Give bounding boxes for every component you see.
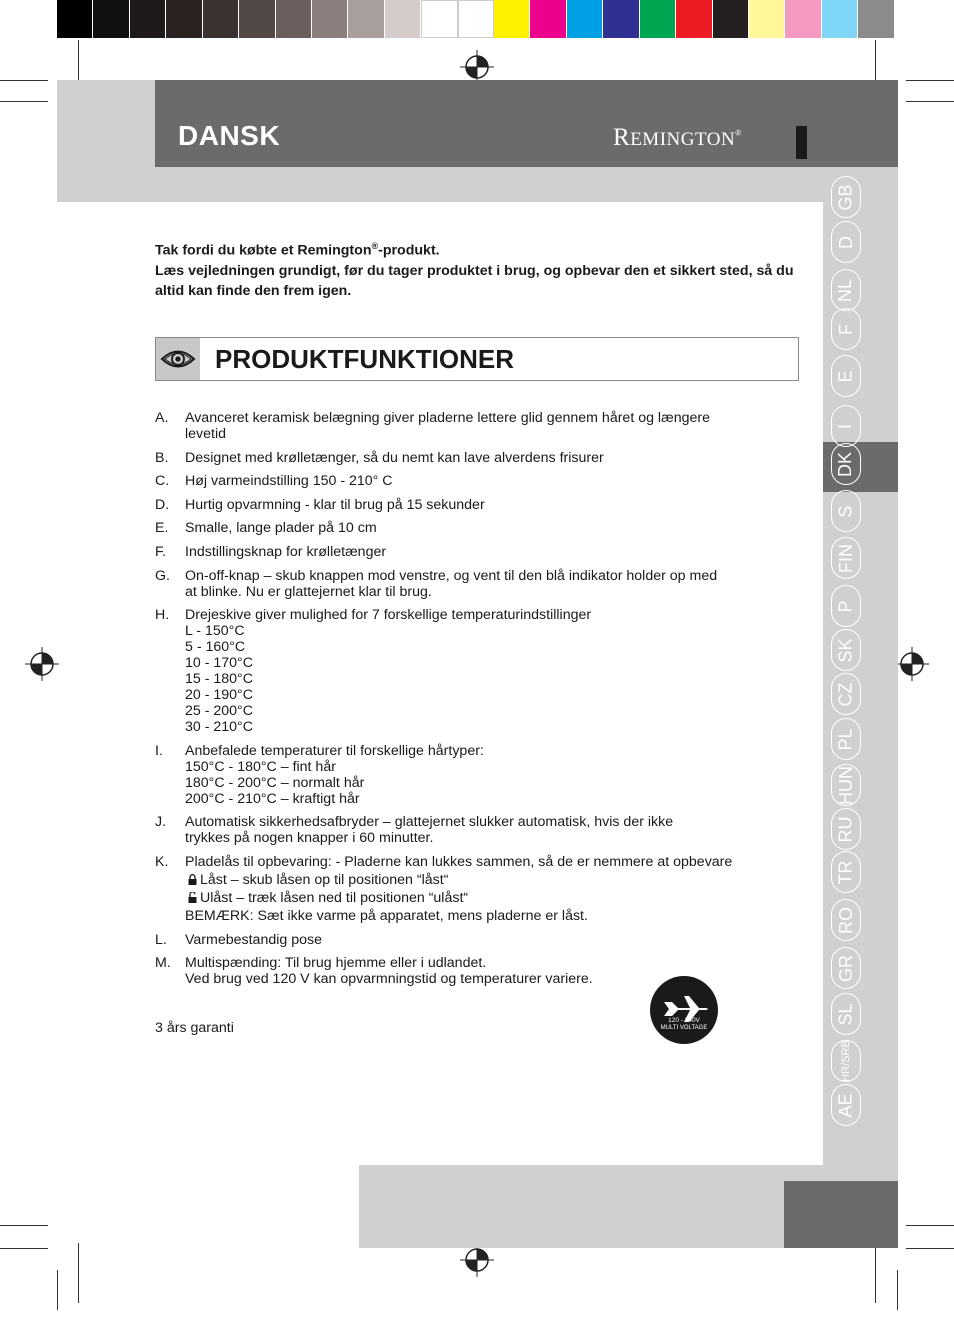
color-swatch [822, 0, 858, 38]
language-tab-ro [831, 899, 861, 941]
feature-text: 200°C - 210°C – kraftigt hår [185, 790, 360, 807]
feature-text: levetid [185, 426, 227, 442]
language-code: RU [835, 816, 856, 842]
crop-mark [906, 1225, 954, 1226]
language-tab-s [831, 490, 861, 532]
registration-target-icon [460, 1243, 494, 1277]
language-code: F [835, 323, 856, 335]
language-code: CZ [835, 682, 856, 706]
feature-letter: C. [155, 473, 170, 490]
crop-mark [906, 80, 954, 81]
language-tab-cz [831, 673, 861, 715]
language-code: GR [835, 954, 856, 982]
multi-voltage-label: MULTI VOLTAGE [660, 1025, 708, 1031]
language-code: FIN [835, 543, 856, 573]
feature-letter: E. [155, 520, 169, 537]
feature-text: 5 - 160°C [185, 639, 246, 656]
feature-item [155, 544, 795, 560]
crop-mark [897, 1270, 898, 1310]
brand-bar [796, 126, 807, 159]
feature-text: Avanceret keramisk belægning giver pladerne lettere glid gennem håret og længere [185, 410, 710, 426]
color-swatch [348, 0, 384, 38]
feature-letter: K. [155, 853, 169, 870]
language-tab-p [831, 585, 861, 627]
language-code: SL [835, 1002, 856, 1026]
color-swatch [640, 0, 676, 38]
feature-item [155, 497, 795, 513]
language-tab-sk [831, 629, 861, 671]
feature-letter: M. [155, 955, 171, 972]
lock-line-text: Låst – skub låsen op til positionen “låst“ [200, 871, 449, 888]
lock-line [185, 872, 795, 888]
feature-text: 15 - 180°C [185, 671, 253, 688]
crop-mark [906, 101, 954, 102]
registered-mark: ® [371, 241, 379, 251]
feature-text: Indstillingsknap for krølletænger [185, 543, 387, 560]
feature-item [155, 568, 795, 600]
airplane-icon [650, 976, 718, 1044]
language-tab-hun [831, 764, 861, 806]
feature-text: Automatisk sikkerhedsafbryder – glattejernet slukker automatisk, hvis der ikke [185, 814, 674, 831]
language-code: SK [835, 637, 856, 663]
intro-thanks-text: Tak fordi du købte et Remington [155, 242, 372, 259]
crop-mark [57, 1270, 58, 1310]
feature-item [155, 520, 795, 536]
color-calibration-bar [57, 0, 895, 38]
lock-line [185, 890, 795, 906]
color-swatch [676, 0, 712, 38]
feature-letter: F. [155, 543, 167, 560]
language-code: I [835, 423, 856, 429]
feature-letter: L. [155, 931, 167, 948]
feature-item [155, 932, 795, 948]
language-code: RO [835, 906, 856, 934]
language-tab-dk [831, 443, 861, 485]
language-tab-gr [831, 947, 861, 989]
feature-text: 10 - 170°C [185, 655, 253, 672]
language-code: AE [835, 1092, 856, 1118]
color-swatch [494, 0, 530, 38]
multi-voltage-badge [650, 976, 718, 1044]
color-swatch [530, 0, 566, 38]
feature-text: Pladelås til opbevaring: - Pladerne kan lukkes sammen, så de er nemmere at opbevare [185, 853, 733, 870]
feature-note: BEMÆRK: Sæt ikke varme på apparatet, mens pladerne er låst. [185, 907, 588, 924]
language-tab-f [831, 308, 861, 350]
feature-letter: J. [155, 814, 167, 831]
language-tab-i [831, 405, 861, 447]
brand-logo-initial: R [613, 124, 631, 151]
color-swatch [93, 0, 129, 38]
language-tab-hr-srb [831, 1040, 861, 1082]
feature-letter: H. [155, 607, 170, 624]
color-swatch [57, 0, 93, 38]
language-code: HR/SRB [840, 1040, 852, 1082]
feature-text: trykkes på nogen knapper i 60 minutter. [185, 830, 434, 847]
language-tab-tr [831, 851, 861, 893]
feature-item [155, 607, 795, 735]
intro-thanks-suffix: -produkt. [378, 242, 440, 259]
feature-item [155, 854, 795, 924]
language-code: NL [835, 278, 856, 302]
feature-text: Høj varmeindstilling 150 - 210° C [185, 473, 393, 490]
color-swatch [166, 0, 202, 38]
feature-item [155, 450, 795, 466]
lock-closed-icon [188, 874, 197, 885]
language-code: TR [835, 860, 856, 884]
page-title: DANSK [178, 120, 281, 151]
color-swatch [785, 0, 821, 38]
language-tab-ae [831, 1084, 861, 1126]
section-title: PRODUKTFUNKTIONER [215, 344, 514, 374]
footer-page-block [784, 1181, 898, 1248]
feature-item [155, 473, 795, 489]
feature-text: Drejeskive giver mulighed for 7 forskellige temperaturindstillinger [185, 607, 592, 624]
feature-text: Anbefalede temperaturer til forskellige hårtyper: [185, 742, 484, 759]
crop-mark [0, 1248, 48, 1249]
feature-text: 150°C - 180°C – fint hår [185, 758, 336, 775]
language-code: D [835, 235, 856, 249]
color-swatch [458, 0, 494, 38]
feature-letter: D. [155, 496, 170, 513]
color-swatch [385, 0, 421, 38]
language-code: S [835, 504, 856, 518]
language-tab-ru [831, 808, 861, 850]
language-code: GB [835, 183, 856, 211]
feature-text: 20 - 190°C [185, 687, 253, 704]
registration-target-icon [25, 647, 59, 681]
feature-letter: I. [155, 742, 163, 759]
color-swatch [312, 0, 348, 38]
feature-list [155, 410, 795, 995]
feature-text: L - 150°C [185, 623, 245, 640]
language-tab-e [831, 355, 861, 397]
registration-target-icon [460, 50, 494, 84]
language-code: P [835, 599, 856, 613]
feature-text: 30 - 210°C [185, 719, 253, 736]
feature-letter: G. [155, 567, 170, 584]
language-tab-d [831, 221, 861, 263]
eye-icon [156, 338, 200, 380]
feature-item [155, 814, 795, 846]
feature-text: Ved brug ved 120 V kan opvarmningstid og temperaturer variere. [185, 971, 593, 988]
feature-text: at blinke. Nu er glattejernet klar til brug. [185, 583, 432, 600]
color-swatch [203, 0, 239, 38]
intro-instructions: Læs vejledningen grundigt, før du tager produktet i brug, og opbevar den et sikkert sted, så du altid kan finde den frem igen. [155, 262, 794, 299]
language-code: HUN [835, 765, 856, 805]
feature-text: Varmebestandig pose [185, 931, 322, 948]
intro-text [155, 236, 795, 301]
color-swatch [276, 0, 312, 38]
voltage-range: 120 - 240V [668, 1017, 700, 1024]
feature-letter: A. [155, 410, 169, 426]
crop-mark [0, 1225, 48, 1226]
feature-text: On-off-knap – skub knappen mod venstre, og vent til den blå indikator holder op med [185, 567, 718, 584]
crop-mark [0, 101, 48, 102]
feature-text: Hurtig opvarmning - klar til brug på 15 sekunder [185, 496, 485, 513]
language-code: PL [835, 727, 856, 751]
color-swatch [567, 0, 603, 38]
color-swatch [130, 0, 166, 38]
feature-text: Smalle, lange plader på 10 cm [185, 520, 377, 537]
section-icon-cell [156, 338, 200, 380]
feature-text: 180°C - 200°C – normalt hår [185, 774, 365, 791]
language-tab-sl [831, 993, 861, 1035]
language-tab-pl [831, 718, 861, 760]
crop-mark [78, 1243, 79, 1303]
language-tab-nl [831, 269, 861, 311]
crop-mark [906, 1248, 954, 1249]
brand-logo-rest: EMINGTON [630, 129, 736, 150]
feature-item [155, 743, 795, 807]
crop-mark [875, 1243, 876, 1303]
warranty-text: 3 års garanti [155, 1020, 234, 1036]
language-code: E [835, 369, 856, 383]
color-swatch [858, 0, 894, 38]
color-swatch [749, 0, 785, 38]
feature-item [155, 410, 795, 442]
color-swatch [713, 0, 749, 38]
intro-thanks [155, 236, 795, 261]
color-swatch [239, 0, 275, 38]
brand-logo [613, 124, 742, 152]
lock-line-text: Ulåst – træk låsen ned til positionen “ulåst“ [200, 889, 469, 906]
feature-text: 25 - 200°C [185, 703, 253, 720]
registration-target-icon [895, 647, 929, 681]
language-tab-fin [831, 537, 861, 579]
language-code: DK [835, 451, 856, 477]
brand-logo-mark: ® [735, 128, 742, 138]
color-swatch [421, 0, 457, 38]
color-swatch [603, 0, 639, 38]
crop-mark [0, 80, 48, 81]
feature-letter: B. [155, 449, 169, 466]
lock-open-icon [188, 892, 197, 903]
feature-text: Multispænding: Til brug hjemme eller i udlandet. [185, 955, 487, 972]
language-tab-gb [831, 176, 861, 218]
feature-text: Designet med krølletænger, så du nemt kan lave alverdens frisurer [185, 449, 604, 466]
